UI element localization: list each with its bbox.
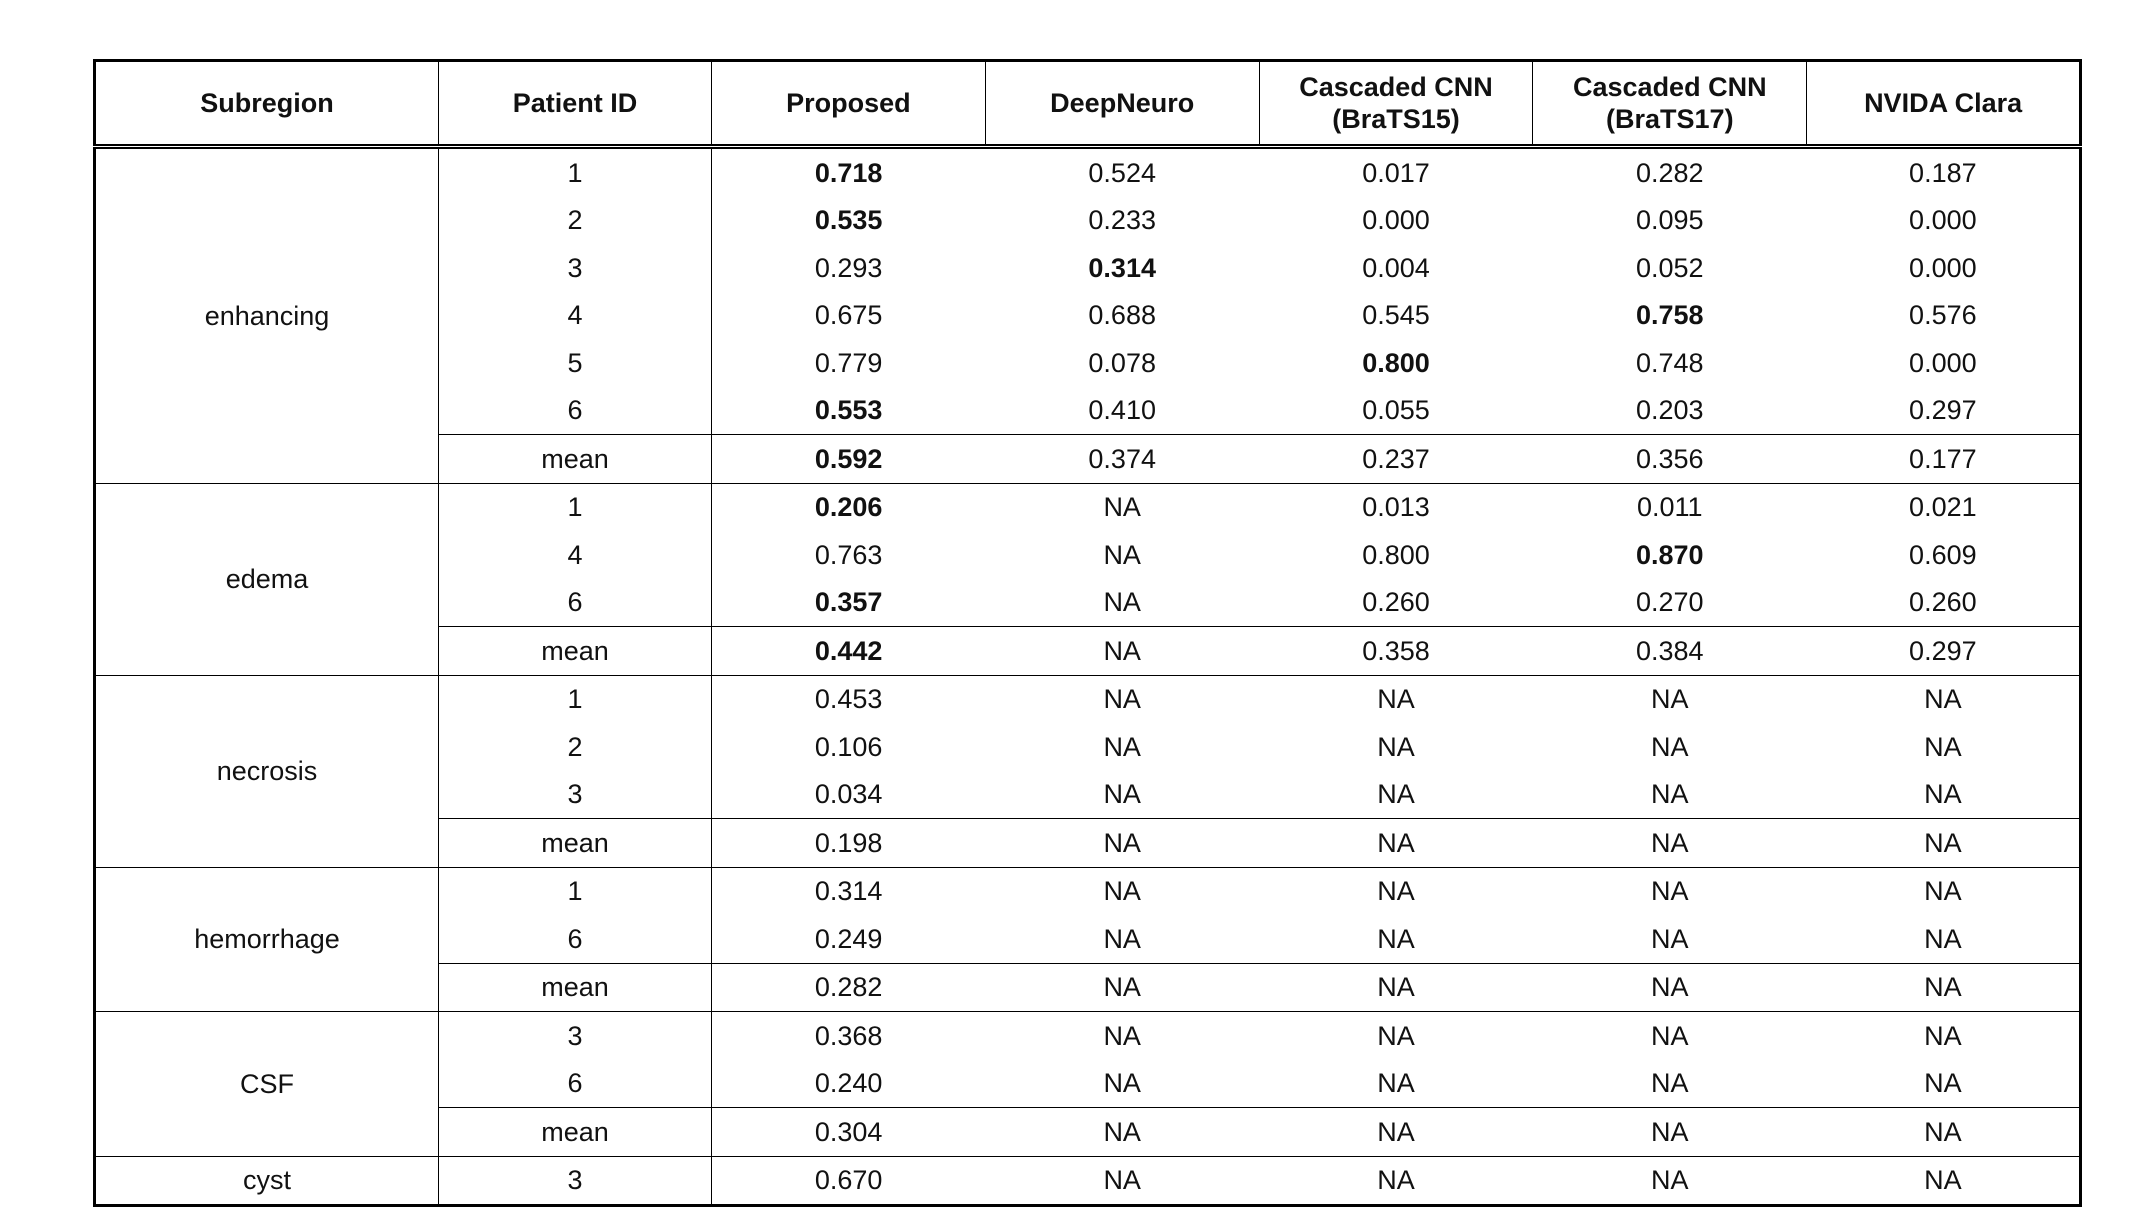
- score-cell: NA: [985, 675, 1259, 723]
- score-cell: 0.356: [1533, 435, 1807, 484]
- score-cell: NA: [1807, 1108, 2081, 1157]
- score-cell: NA: [985, 867, 1259, 915]
- subregion-cell: edema: [95, 483, 439, 675]
- score-cell: 0.453: [712, 675, 986, 723]
- score-cell: NA: [1651, 923, 1689, 954]
- score-cell: 0.553: [814, 395, 883, 426]
- score-cell: 0.206: [712, 483, 986, 531]
- score-cell: 0.282: [1533, 147, 1807, 197]
- patient-id-cell: 3: [439, 1012, 712, 1060]
- patient-id-cell: mean: [439, 819, 712, 868]
- score-cell: 0.233: [1088, 205, 1156, 236]
- table-row: [95, 1156, 2081, 1206]
- header-patient-id: Patient ID: [439, 61, 712, 147]
- score-cell: 0.270: [1636, 587, 1704, 618]
- score-cell: NA: [1807, 1156, 2081, 1206]
- score-cell: 0.017: [1259, 147, 1533, 197]
- patient-id-cell: 1: [439, 147, 712, 197]
- score-cell: 0.545: [1362, 300, 1430, 331]
- score-cell: NA: [985, 483, 1259, 531]
- score-cell: 0.758: [1636, 300, 1704, 331]
- patient-id-cell: mean: [439, 1108, 712, 1157]
- table-row: [95, 1012, 2081, 1060]
- table-row: [95, 483, 2081, 531]
- header-row: [95, 61, 2081, 147]
- patient-id-cell: 1: [439, 867, 712, 915]
- score-cell: NA: [985, 1156, 1259, 1206]
- score-cell: 0.021: [1807, 483, 2081, 531]
- score-cell: 0.314: [1088, 252, 1156, 283]
- score-cell: NA: [1259, 819, 1533, 868]
- score-cell: 0.374: [985, 435, 1259, 484]
- score-cell: NA: [1103, 923, 1141, 954]
- score-cell: NA: [985, 1108, 1259, 1157]
- score-cell: 0.800: [1362, 347, 1430, 378]
- score-cell: 0.688: [1088, 300, 1156, 331]
- patient-id-cell: mean: [439, 435, 712, 484]
- score-cell: 0.763: [814, 539, 883, 570]
- score-cell: NA: [1103, 779, 1141, 810]
- header-nvida-clara: NVIDA Clara: [1807, 61, 2081, 147]
- patient-id-cell: 6: [439, 387, 712, 435]
- score-cell: 0.358: [1259, 627, 1533, 676]
- patient-id-cell: 6: [439, 579, 712, 627]
- score-cell: 0.304: [712, 1108, 986, 1157]
- score-cell: NA: [1377, 779, 1415, 810]
- score-cell: 0.748: [1636, 347, 1704, 378]
- results-table: [93, 59, 2082, 1207]
- score-cell: NA: [1807, 675, 2081, 723]
- table-row: [95, 147, 2081, 197]
- score-cell: NA: [1807, 963, 2081, 1012]
- score-cell: NA: [1807, 1012, 2081, 1060]
- score-cell: 0.410: [1088, 395, 1156, 426]
- score-cell: 0.106: [814, 731, 883, 762]
- score-cell: 0.078: [1088, 347, 1156, 378]
- score-cell: NA: [1259, 1108, 1533, 1157]
- score-cell: 0.249: [814, 923, 883, 954]
- score-cell: 0.011: [1533, 483, 1807, 531]
- score-cell: 0.240: [814, 1068, 883, 1099]
- score-cell: 0.800: [1362, 539, 1430, 570]
- score-cell: NA: [1377, 731, 1415, 762]
- score-cell: 0.779: [814, 347, 883, 378]
- score-cell: 0.177: [1807, 435, 2081, 484]
- header-proposed: Proposed: [712, 61, 986, 147]
- score-cell: 0.000: [1909, 347, 1977, 378]
- score-cell: 0.260: [1362, 587, 1430, 618]
- score-cell: 0.368: [712, 1012, 986, 1060]
- patient-id-cell: mean: [439, 627, 712, 676]
- score-cell: 0.004: [1362, 252, 1430, 283]
- score-cell: 0.293: [814, 252, 883, 283]
- score-cell: NA: [1377, 1068, 1415, 1099]
- score-cell: 0.718: [712, 147, 986, 197]
- subregion-cell: cyst: [95, 1156, 439, 1206]
- patient-id-cell: 5: [439, 339, 712, 387]
- score-cell: 0.297: [1909, 395, 1977, 426]
- score-cell: 0.000: [1909, 205, 1977, 236]
- score-cell: NA: [1924, 923, 1962, 954]
- patient-id-cell: 2: [439, 723, 712, 771]
- score-cell: NA: [1807, 819, 2081, 868]
- header-cascaded-cnn-brats17: Cascaded CNN (BraTS17): [1533, 61, 1807, 147]
- score-cell: NA: [1533, 1156, 1807, 1206]
- patient-id-cell: 4: [439, 531, 712, 579]
- table-row: [95, 675, 2081, 723]
- patient-id-cell: 1: [439, 675, 712, 723]
- score-cell: NA: [1259, 1156, 1533, 1206]
- score-cell: NA: [1651, 1068, 1689, 1099]
- score-cell: NA: [1103, 539, 1141, 570]
- score-cell: NA: [985, 819, 1259, 868]
- score-cell: 0.052: [1636, 252, 1704, 283]
- score-cell: NA: [985, 963, 1259, 1012]
- score-cell: 0.535: [814, 205, 883, 236]
- score-cell: 0.000: [1909, 252, 1977, 283]
- score-cell: NA: [1651, 779, 1689, 810]
- score-cell: NA: [1259, 1012, 1533, 1060]
- subregion-cell: hemorrhage: [95, 867, 439, 1012]
- header-deepneuro: DeepNeuro: [985, 61, 1259, 147]
- score-cell: NA: [1924, 779, 1962, 810]
- patient-id-cell: 3: [439, 1156, 712, 1206]
- score-cell: NA: [1533, 867, 1807, 915]
- score-cell: NA: [985, 1012, 1259, 1060]
- score-cell: 0.870: [1636, 539, 1704, 570]
- score-cell: 0.576: [1909, 300, 1977, 331]
- patient-id-cell: 4: [439, 292, 712, 340]
- score-cell: 0.000: [1362, 205, 1430, 236]
- score-cell: 0.203: [1636, 395, 1704, 426]
- score-cell: 0.013: [1259, 483, 1533, 531]
- score-cell: 0.055: [1362, 395, 1430, 426]
- subregion-cell: necrosis: [95, 675, 439, 867]
- score-cell: NA: [1533, 819, 1807, 868]
- subregion-cell: CSF: [95, 1012, 439, 1157]
- score-cell: NA: [1103, 1068, 1141, 1099]
- score-cell: NA: [1533, 963, 1807, 1012]
- score-cell: NA: [1259, 675, 1533, 723]
- score-cell: 0.592: [712, 435, 986, 484]
- subregion-cell: enhancing: [95, 147, 439, 484]
- score-cell: 0.524: [985, 147, 1259, 197]
- patient-id-cell: 3: [439, 244, 712, 292]
- score-cell: 0.357: [814, 587, 883, 618]
- score-cell: NA: [1103, 587, 1141, 618]
- header-subregion: Subregion: [95, 61, 439, 147]
- score-cell: NA: [1259, 867, 1533, 915]
- patient-id-cell: 6: [439, 1060, 712, 1108]
- score-cell: 0.297: [1807, 627, 2081, 676]
- table-body: [95, 147, 2081, 1206]
- score-cell: NA: [1103, 731, 1141, 762]
- score-cell: 0.095: [1636, 205, 1704, 236]
- score-cell: 0.260: [1909, 587, 1977, 618]
- score-cell: NA: [1259, 963, 1533, 1012]
- score-cell: 0.442: [712, 627, 986, 676]
- patient-id-cell: 2: [439, 197, 712, 245]
- score-cell: NA: [1924, 731, 1962, 762]
- score-cell: 0.282: [712, 963, 986, 1012]
- score-cell: 0.314: [712, 867, 986, 915]
- score-cell: 0.670: [712, 1156, 986, 1206]
- table-row: [95, 867, 2081, 915]
- score-cell: 0.609: [1909, 539, 1977, 570]
- score-cell: NA: [1924, 1068, 1962, 1099]
- score-cell: NA: [1651, 731, 1689, 762]
- header-cascaded-cnn-brats15: Cascaded CNN (BraTS15): [1259, 61, 1533, 147]
- score-cell: NA: [1377, 923, 1415, 954]
- score-cell: 0.384: [1533, 627, 1807, 676]
- patient-id-cell: 6: [439, 915, 712, 963]
- score-cell: 0.198: [712, 819, 986, 868]
- score-cell: NA: [1807, 867, 2081, 915]
- score-cell: NA: [985, 627, 1259, 676]
- score-cell: 0.034: [814, 779, 883, 810]
- patient-id-cell: mean: [439, 963, 712, 1012]
- score-cell: 0.187: [1807, 147, 2081, 197]
- score-cell: NA: [1533, 1012, 1807, 1060]
- score-cell: 0.237: [1259, 435, 1533, 484]
- score-cell: 0.675: [814, 300, 883, 331]
- patient-id-cell: 3: [439, 771, 712, 819]
- score-cell: NA: [1533, 1108, 1807, 1157]
- patient-id-cell: 1: [439, 483, 712, 531]
- score-cell: NA: [1533, 675, 1807, 723]
